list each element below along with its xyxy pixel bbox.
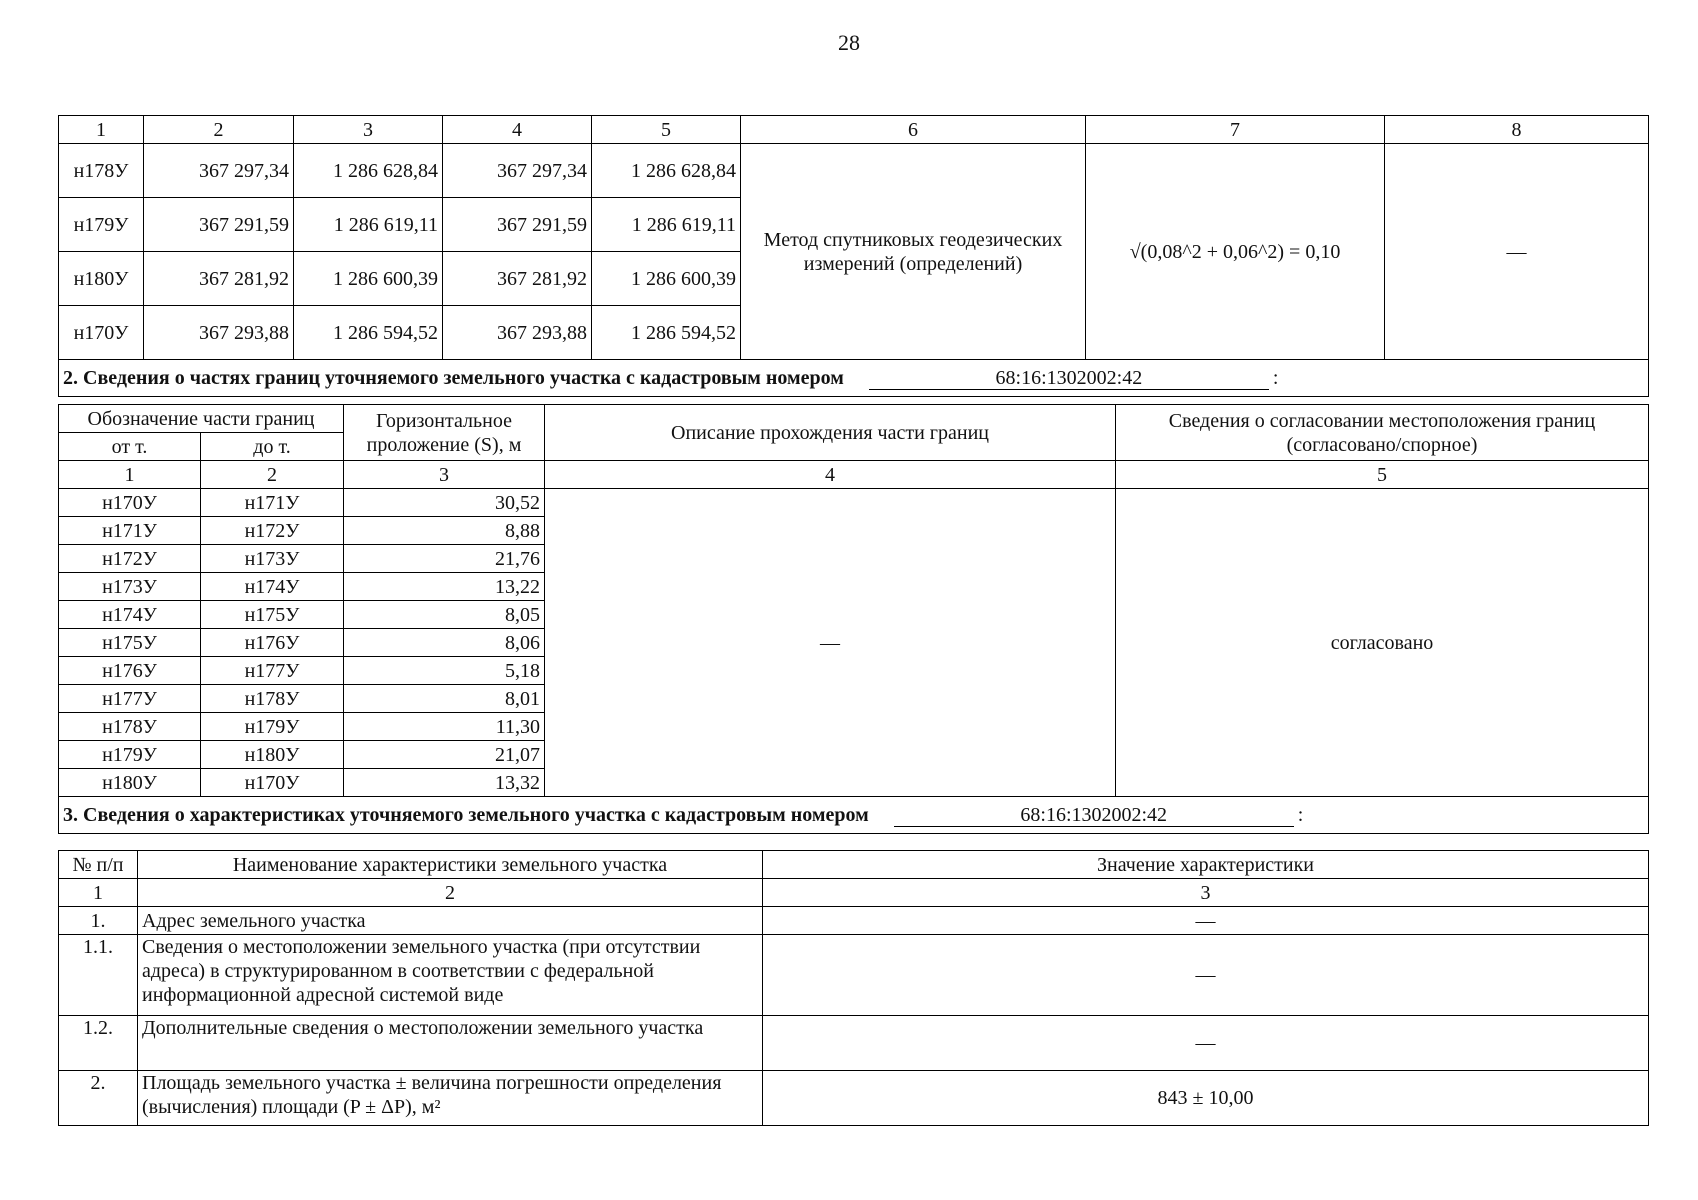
to-point: н174У [201, 573, 344, 601]
col-number: 2 [138, 879, 763, 907]
characteristics-table [58, 850, 1649, 1126]
coord-x-refined: 367 293,88 [443, 306, 592, 360]
coord-y-existing: 1 286 619,11 [294, 198, 443, 252]
col-number: 1 [59, 879, 138, 907]
header-row [59, 851, 1649, 879]
coord-y-refined: 1 286 628,84 [592, 144, 741, 198]
section-3-title: 3. Сведения о характеристиках уточняемого земельного участка с кадастровым номером [63, 804, 869, 826]
coord-y-refined: 1 286 594,52 [592, 306, 741, 360]
coord-x-refined: 367 297,34 [443, 144, 592, 198]
characteristic-name: Сведения о местоположении земельного участка (при отсутствии адреса) в структурированном в соответствии с федеральной информационной адресной системой виде [138, 935, 763, 1016]
horizontal-distance: 8,88 [344, 517, 545, 545]
horizontal-distance: 21,07 [344, 741, 545, 769]
col-number: 2 [201, 461, 344, 489]
from-point: н176У [59, 657, 201, 685]
coord-y-refined: 1 286 600,39 [592, 252, 741, 306]
from-point: н171У [59, 517, 201, 545]
col-number: 7 [1086, 116, 1385, 144]
section-2-colon: : [1272, 367, 1279, 389]
horizontal-distance: 11,30 [344, 713, 545, 741]
from-point: н174У [59, 601, 201, 629]
from-point: н175У [59, 629, 201, 657]
coordinates-table [58, 115, 1649, 397]
col-number: 3 [294, 116, 443, 144]
col-number: 1 [59, 116, 144, 144]
col-number: 5 [1116, 461, 1649, 489]
horizontal-distance: 13,22 [344, 573, 545, 601]
section-2-title: 2. Сведения о частях границ уточняемого земельного участка с кадастровым номером [63, 367, 844, 389]
table-row [59, 489, 1649, 517]
section-3-cadastral-number: 68:16:1302002:42 [894, 804, 1294, 827]
row-number: 1.2. [59, 1016, 138, 1071]
to-point: н175У [201, 601, 344, 629]
row-number: 1. [59, 907, 138, 935]
from-header: от т. [59, 433, 201, 461]
table-row [59, 144, 1649, 198]
name-header: Наименование характеристики земельного участка [138, 851, 763, 879]
to-point: н177У [201, 657, 344, 685]
col-number: 3 [763, 879, 1649, 907]
horizontal-distance: 30,52 [344, 489, 545, 517]
characteristic-name: Площадь земельного участка ± величина погрешности определения (вычисления) площади (P ± ΔP), м² [138, 1071, 763, 1126]
from-point: н177У [59, 685, 201, 713]
coord-x-refined: 367 281,92 [443, 252, 592, 306]
horizontal-distance: 13,32 [344, 769, 545, 797]
header-row [59, 405, 1649, 433]
to-point: н171У [201, 489, 344, 517]
coord-x-existing: 367 291,59 [144, 198, 294, 252]
to-point: н178У [201, 685, 344, 713]
col-number: 4 [443, 116, 592, 144]
to-point: н172У [201, 517, 344, 545]
col-number: 2 [144, 116, 294, 144]
coord-x-refined: 367 291,59 [443, 198, 592, 252]
method-cell: Метод спутниковых геодезических измерений (определений) [741, 144, 1086, 360]
characteristic-value: — [763, 935, 1649, 1016]
col-number: 3 [344, 461, 545, 489]
section-3-heading [59, 797, 1649, 834]
col-number: 1 [59, 461, 201, 489]
to-point: н176У [201, 629, 344, 657]
characteristic-value: 843 ± 10,00 [763, 1071, 1649, 1126]
row-number: 2. [59, 1071, 138, 1126]
designation-header: Обозначение части границ [59, 405, 344, 433]
point-name: н179У [59, 198, 144, 252]
row-number: 1.1. [59, 935, 138, 1016]
horizontal-distance: 8,06 [344, 629, 545, 657]
table-row [59, 1016, 1649, 1071]
coord-x-existing: 367 297,34 [144, 144, 294, 198]
column-number-row [59, 116, 1649, 144]
section-heading-row [59, 797, 1649, 834]
col-number: 6 [741, 116, 1086, 144]
num-header: № п/п [59, 851, 138, 879]
horizontal-distance: 8,01 [344, 685, 545, 713]
horizontal-distance: 8,05 [344, 601, 545, 629]
from-point: н178У [59, 713, 201, 741]
horizontal-distance: 21,76 [344, 545, 545, 573]
to-point: н179У [201, 713, 344, 741]
description-cell: — [545, 489, 1116, 797]
to-point: н180У [201, 741, 344, 769]
section-3-colon: : [1297, 804, 1304, 826]
to-header: до т. [201, 433, 344, 461]
to-point: н170У [201, 769, 344, 797]
coord-y-existing: 1 286 600,39 [294, 252, 443, 306]
col-number: 4 [545, 461, 1116, 489]
point-name: н180У [59, 252, 144, 306]
section-heading-row [59, 360, 1649, 397]
col-number: 5 [592, 116, 741, 144]
horizontal-header: Горизонтальное проложение (S), м [344, 405, 545, 461]
to-point: н173У [201, 545, 344, 573]
section-2-heading [59, 360, 1649, 397]
characteristic-value: — [763, 907, 1649, 935]
horizontal-distance: 5,18 [344, 657, 545, 685]
from-point: н180У [59, 769, 201, 797]
table-row [59, 935, 1649, 1016]
point-name: н170У [59, 306, 144, 360]
table-row [59, 907, 1649, 935]
point-name: н178У [59, 144, 144, 198]
column-number-row [59, 879, 1649, 907]
coord-y-refined: 1 286 619,11 [592, 198, 741, 252]
from-point: н172У [59, 545, 201, 573]
characteristic-value: — [763, 1016, 1649, 1071]
column-number-row [59, 461, 1649, 489]
from-point: н173У [59, 573, 201, 601]
coord-y-existing: 1 286 628,84 [294, 144, 443, 198]
table-row [59, 1071, 1649, 1126]
coord-x-existing: 367 293,88 [144, 306, 294, 360]
agreement-header: Сведения о согласовании местоположения границ (согласовано/спорное) [1116, 405, 1649, 461]
col8-cell: — [1385, 144, 1649, 360]
coord-y-existing: 1 286 594,52 [294, 306, 443, 360]
coord-x-existing: 367 281,92 [144, 252, 294, 306]
accuracy-cell: √(0,08^2 + 0,06^2) = 0,10 [1086, 144, 1385, 360]
from-point: н170У [59, 489, 201, 517]
characteristic-name: Дополнительные сведения о местоположении земельного участка [138, 1016, 763, 1071]
page-number: 28 [838, 30, 860, 55]
value-header: Значение характеристики [763, 851, 1649, 879]
boundary-parts-table [58, 404, 1649, 834]
agreement-cell: согласовано [1116, 489, 1649, 797]
from-point: н179У [59, 741, 201, 769]
description-header: Описание прохождения части границ [545, 405, 1116, 461]
col-number: 8 [1385, 116, 1649, 144]
section-2-cadastral-number: 68:16:1302002:42 [869, 367, 1269, 390]
characteristic-name: Адрес земельного участка [138, 907, 763, 935]
